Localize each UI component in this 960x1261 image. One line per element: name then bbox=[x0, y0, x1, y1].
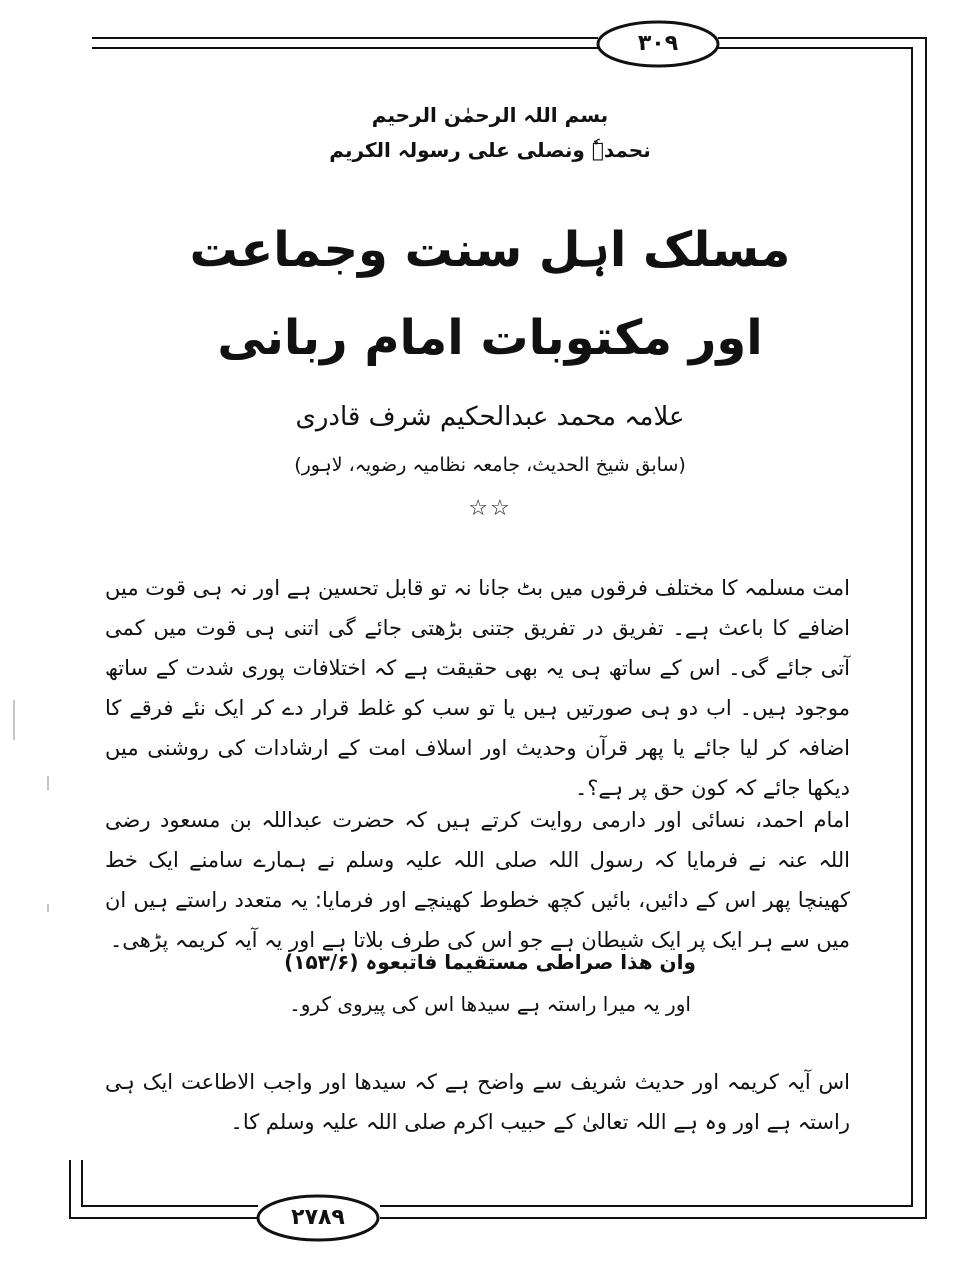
author-name: علامہ محمد عبدالحکیم شرف قادری bbox=[295, 402, 685, 432]
author-affiliation: (سابق شیخ الحدیث، جامعہ نظامیہ رضویہ، لاہور) bbox=[294, 454, 686, 476]
quran-verse-translation: اور یہ میرا راستہ ہے سیدھا اس کی پیروی کرو۔ bbox=[289, 992, 691, 1016]
paragraph-hadith: امام احمد، نسائی اور دارمی روایت کرتے ہیں کہ حضرت عبداللہ بن مسعود رضی اللہ عنہ نے فرمایا کہ رسول اللہ صلی اللہ علیہ وسلم نے ہمارے سامنے ایک خط کھینچا پھر اس کے دائیں، بائیں کچھ خطوط کھینچے اور فرمایا: یہ متعدد راستے ہیں ان میں سے ہر ایک پر ایک شیطان ہے جو اس کی طرف بلاتا ہے اور یہ آیہ کریمہ پڑھی۔ bbox=[105, 808, 850, 952]
hamd-line: نحمدہٗ ونصلی علی رسولہ الکریم bbox=[329, 138, 651, 162]
top-page-number: ۳۰۹ bbox=[637, 31, 679, 56]
star-ornament: ☆☆ bbox=[468, 496, 512, 521]
bismillah-line: بسم اللہ الرحمٰن الرحیم bbox=[371, 103, 609, 127]
title-line-2: اور مکتوبات امام ربانی bbox=[217, 310, 763, 366]
paragraph-conclusion: اس آیہ کریمہ اور حدیث شریف سے واضح ہے کہ سیدھا اور واجب الاطاعت ایک ہی راستہ ہے اور وہ ہے اللہ تعالیٰ کے حبیب اکرم صلی اللہ علیہ وسلم کا۔ bbox=[105, 1070, 850, 1134]
paragraph-intro: امت مسلمہ کا مختلف فرقوں میں بٹ جانا نہ تو قابل تحسین ہے اور نہ ہی قوت میں اضافے کا باعث ہے۔ تفریق در تفریق جتنی بڑھتی جائے گی اتنی ہی قوت میں کمی آتی جائے گی۔ اس کے ساتھ ہی یہ بھی حقیقت ہے کہ اختلافات پوری شدت کے ساتھ موجود ہیں۔ اب دو ہی صورتیں ہیں یا تو سب کو غلط قرار دے کر ایک نئے فرقے کا اضافہ کر لیا جائے یا پھر قرآن وحدیث اور اسلاف امت کے ارشادات کی روشنی میں دیکھا جائے کہ کون حق پر ہے؟۔ bbox=[105, 576, 850, 800]
quran-verse-arabic: وان ھذا صراطی مستقیما فاتبعوہ (۱۵۳/۶) bbox=[284, 950, 696, 974]
title-line-1: مسلک اہل سنت وجماعت bbox=[189, 222, 791, 278]
bottom-page-number: ۲۷۸۹ bbox=[291, 1205, 345, 1230]
